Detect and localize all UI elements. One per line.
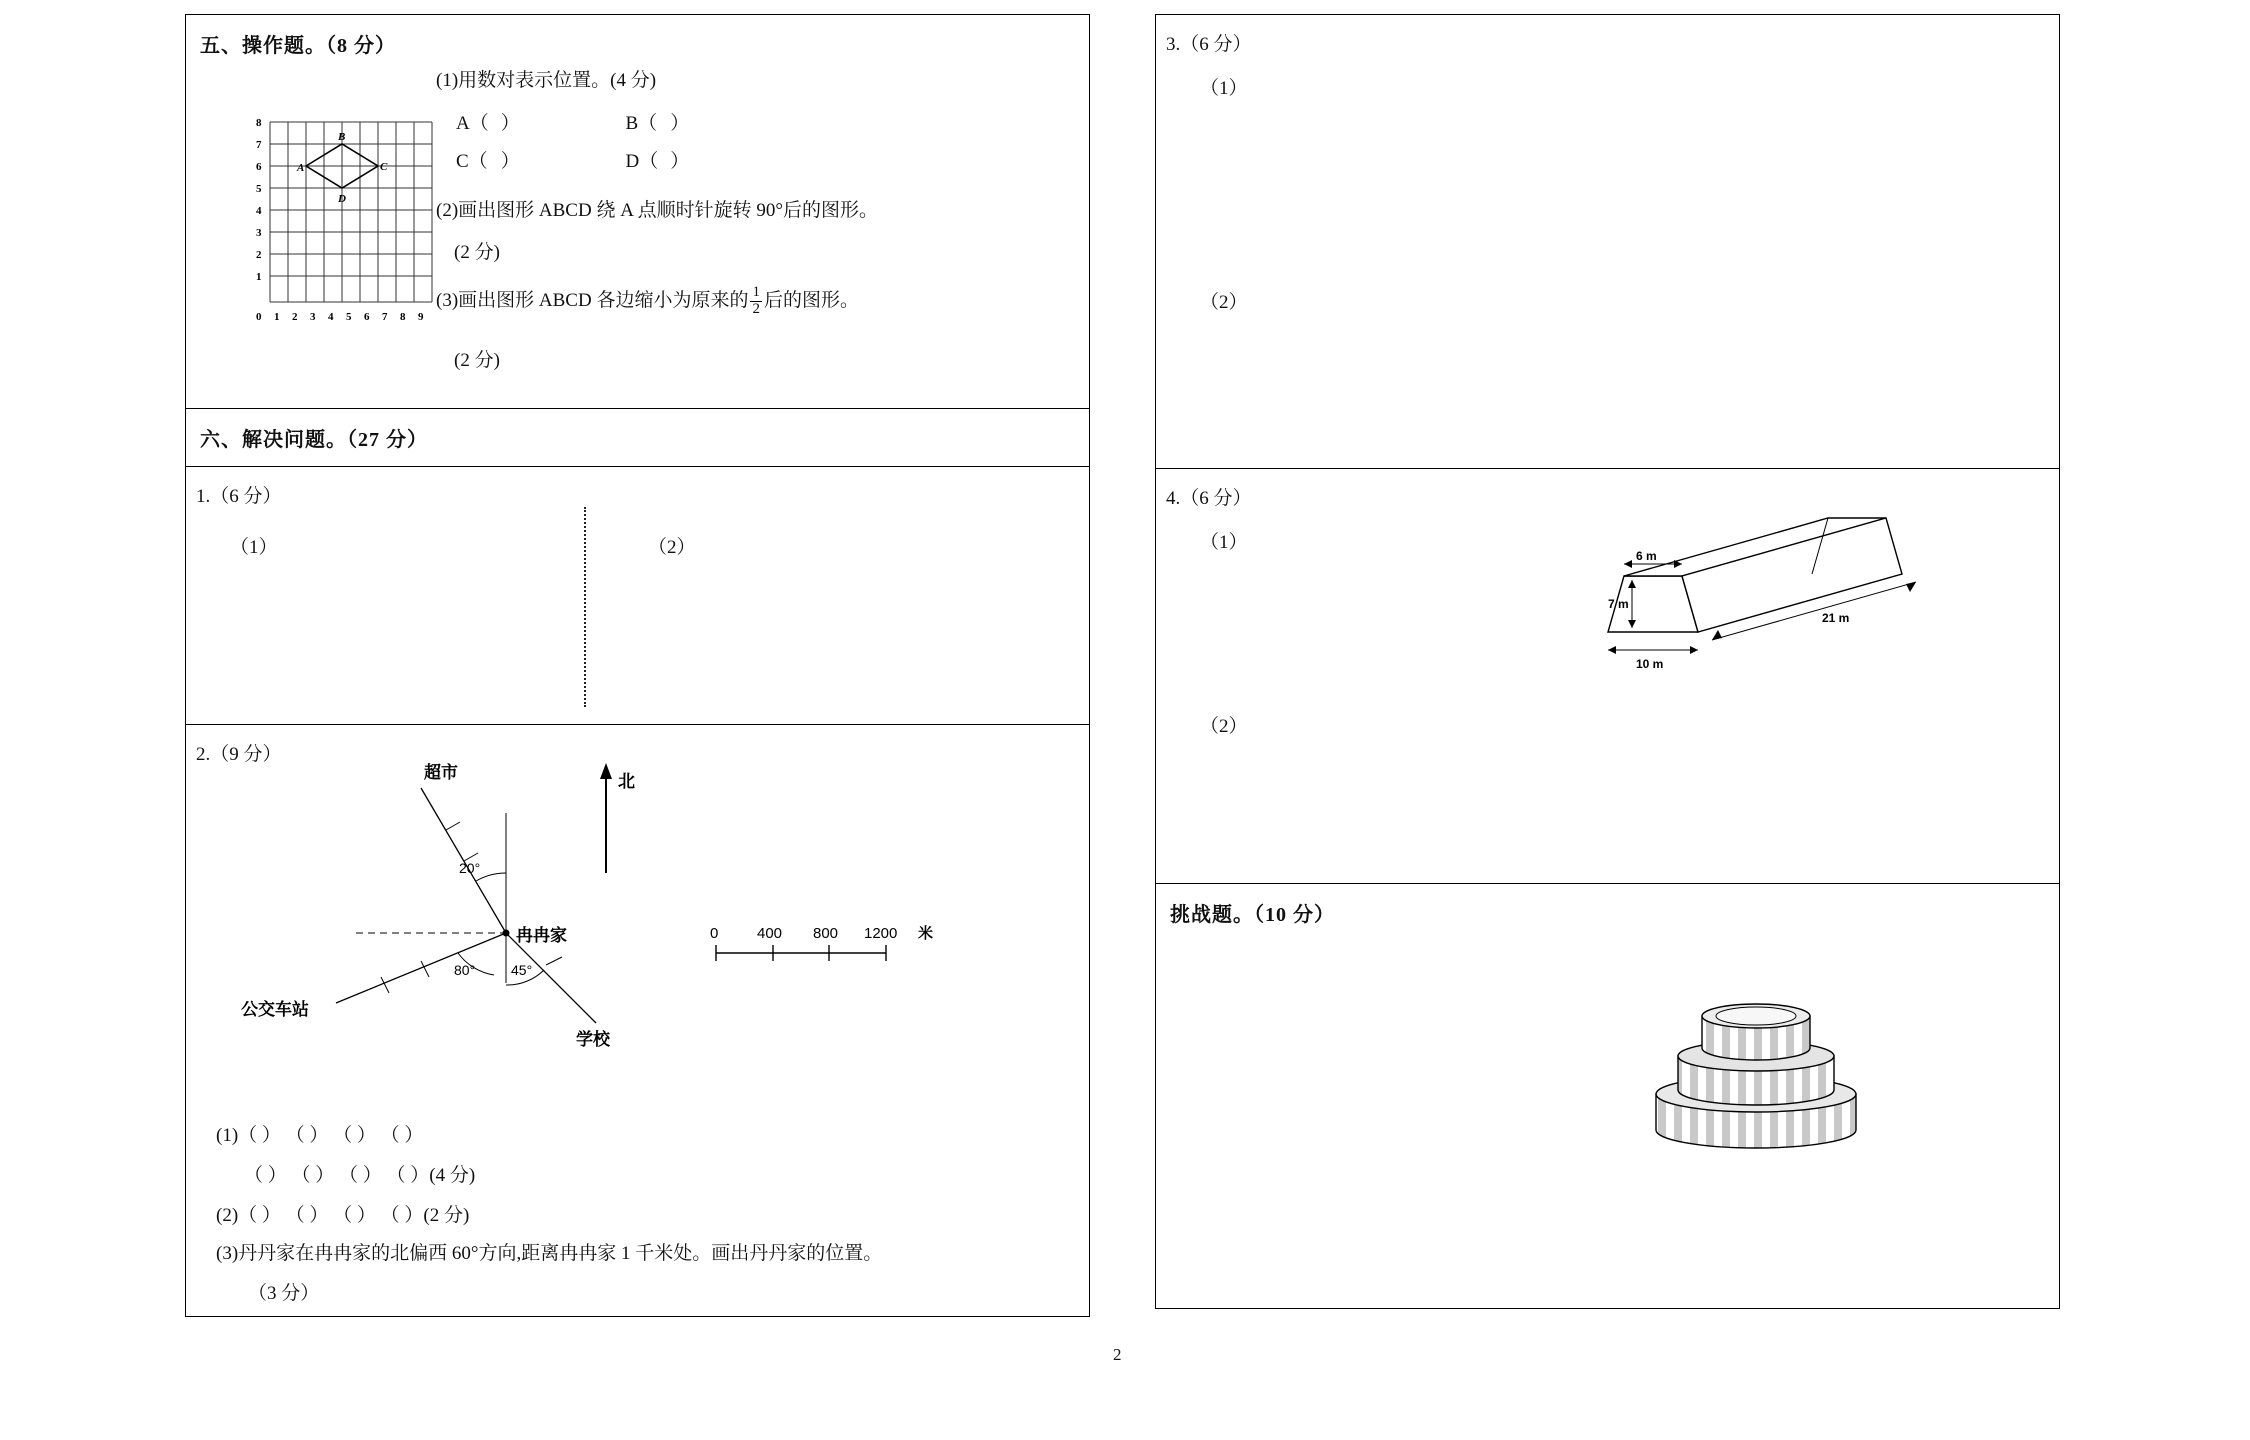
- section-6-q2: [185, 725, 1090, 1317]
- svg-text:学校: 学校: [576, 1030, 610, 1049]
- svg-text:800: 800: [813, 925, 839, 942]
- svg-text:21 m: 21 m: [1822, 611, 1850, 625]
- blank-C-close: ）: [500, 151, 520, 172]
- s6q2-answer-line-4: (3)丹丹家在冉冉家的北偏西 60°方向,距离冉冉家 1 千米处。画出丹丹家的位置。: [216, 1243, 883, 1264]
- svg-text:6: 6: [364, 311, 370, 323]
- svg-text:1: 1: [256, 271, 262, 283]
- svg-text:6 m: 6 m: [1636, 549, 1657, 563]
- svg-text:10 m: 10 m: [1636, 657, 1664, 671]
- r3-num-text: 3.: [1166, 34, 1181, 55]
- blank-B-label: B（: [625, 113, 658, 134]
- svg-text:8: 8: [256, 117, 262, 129]
- s5-q1-text: (1)用数对表示位置。(4 分): [436, 70, 657, 91]
- svg-text:冉冉家: 冉冉家: [516, 926, 567, 945]
- blank-D-close: ）: [670, 151, 690, 172]
- blank-B-close: ）: [670, 113, 690, 134]
- tiered-cylinder-figure: [1626, 944, 1966, 1169]
- svg-text:7: 7: [256, 139, 262, 151]
- left-column: [185, 14, 1090, 1317]
- right-q4: [1155, 469, 2060, 884]
- svg-text:4: 4: [256, 205, 262, 217]
- blank-C-label: C（: [456, 151, 488, 172]
- blank-D-label: D（: [625, 151, 659, 172]
- s6q2-answer-line-1: (1)（ ） （ ） （ ） （ ）: [216, 1125, 424, 1146]
- svg-text:1200: 1200: [864, 925, 898, 942]
- fraction-denominator: 2: [752, 301, 760, 317]
- r4-num-text: 4.: [1166, 488, 1181, 509]
- r4-points: （6 分）: [1180, 488, 1252, 509]
- s5-q3-post: 后的图形。: [763, 290, 859, 311]
- s5-blank-row-1: [456, 105, 790, 143]
- challenge-heading: 挑战题。（10 分）: [1170, 904, 1335, 926]
- tiered-cylinder-svg: [1626, 944, 1966, 1164]
- svg-text:8: 8: [400, 311, 406, 323]
- s5-blank-row-2: [456, 143, 790, 181]
- s6q1-dotted-divider: [584, 507, 586, 707]
- svg-text:公交车站: 公交车站: [241, 1000, 309, 1019]
- svg-text:5: 5: [256, 183, 262, 195]
- s6q1-num-text: 1.: [196, 486, 211, 507]
- prism-svg: [1586, 504, 2006, 704]
- section-5-heading: 五、操作题。（8 分）: [200, 35, 396, 57]
- blank-A-close: ）: [500, 113, 520, 134]
- r3-sub1: （1）: [1200, 78, 1248, 99]
- s6q2-num-text: 2.: [196, 744, 211, 765]
- svg-text:7 m: 7 m: [1608, 597, 1629, 611]
- r3-points: （6 分）: [1180, 34, 1252, 55]
- direction-map-figure: [206, 753, 1066, 1108]
- svg-text:7: 7: [382, 311, 388, 323]
- s5-q3-pre: (3)画出图形 ABCD 各边缩小为原来的: [436, 290, 749, 311]
- s6q1-sub2: （2）: [648, 537, 696, 558]
- s5-q3-points: (2 分): [454, 350, 500, 371]
- fraction-numerator: 1: [752, 284, 760, 301]
- svg-text:3: 3: [256, 227, 262, 239]
- svg-text:3: 3: [310, 311, 316, 323]
- svg-text:北: 北: [618, 772, 635, 791]
- right-column: [1155, 14, 2060, 1309]
- svg-text:2: 2: [292, 311, 298, 323]
- svg-text:C: C: [380, 161, 388, 173]
- r3-number: [1166, 29, 1252, 56]
- blank-A-label: A（: [456, 113, 489, 134]
- svg-text:0: 0: [256, 311, 262, 323]
- svg-text:45°: 45°: [511, 962, 533, 978]
- svg-text:D: D: [338, 193, 346, 205]
- section-5-operations: [185, 14, 1090, 409]
- s5-q1-blanks: [456, 105, 790, 181]
- svg-text:2: 2: [256, 249, 262, 261]
- prism-figure: [1586, 504, 2006, 709]
- section-6-header: [185, 409, 1090, 467]
- page-number: 2: [1113, 1345, 1122, 1364]
- svg-text:400: 400: [757, 925, 783, 942]
- svg-text:80°: 80°: [454, 962, 476, 978]
- s5-q3-text: [436, 285, 859, 318]
- svg-text:超市: 超市: [424, 763, 458, 782]
- s6q2-points: （9 分）: [210, 744, 282, 765]
- s6q1-points: （6 分）: [210, 486, 282, 507]
- s6q1-sub1: （1）: [230, 537, 278, 558]
- s6q2-answer-line-3: (2)（ ） （ ） （ ） （ ）(2 分): [216, 1205, 470, 1226]
- svg-text:米: 米: [918, 925, 934, 942]
- r4-number: [1166, 483, 1252, 510]
- svg-text:A: A: [297, 162, 305, 174]
- s5-q2-points: (2 分): [454, 242, 500, 263]
- s5-q2-text: (2)画出图形 ABCD 绕 A 点顺时针旋转 90°后的图形。: [436, 200, 878, 221]
- s6q2-answer-line-2: （ ） （ ） （ ） （ ）(4 分): [244, 1165, 476, 1186]
- svg-text:B: B: [338, 131, 346, 143]
- section-6-q1: [185, 467, 1090, 725]
- fraction-one-half: [750, 285, 762, 318]
- s6q2-answer-line-5: （3 分）: [248, 1283, 320, 1304]
- direction-map-svg: [206, 753, 1066, 1103]
- svg-text:20°: 20°: [459, 860, 481, 876]
- r4-sub1: （1）: [1200, 532, 1248, 553]
- r4-sub2: （2）: [1200, 716, 1248, 737]
- svg-text:1: 1: [274, 311, 280, 323]
- r3-sub2: （2）: [1200, 292, 1248, 313]
- challenge-section: [1155, 884, 2060, 1309]
- svg-text:0: 0: [710, 925, 719, 942]
- svg-text:4: 4: [328, 311, 334, 323]
- svg-text:6: 6: [256, 161, 262, 173]
- s6q1-number: [196, 481, 282, 508]
- section-6-heading: 六、解决问题。（27 分）: [200, 429, 428, 451]
- svg-text:5: 5: [346, 311, 352, 323]
- right-q3: [1155, 14, 2060, 469]
- svg-text:9: 9: [418, 311, 424, 323]
